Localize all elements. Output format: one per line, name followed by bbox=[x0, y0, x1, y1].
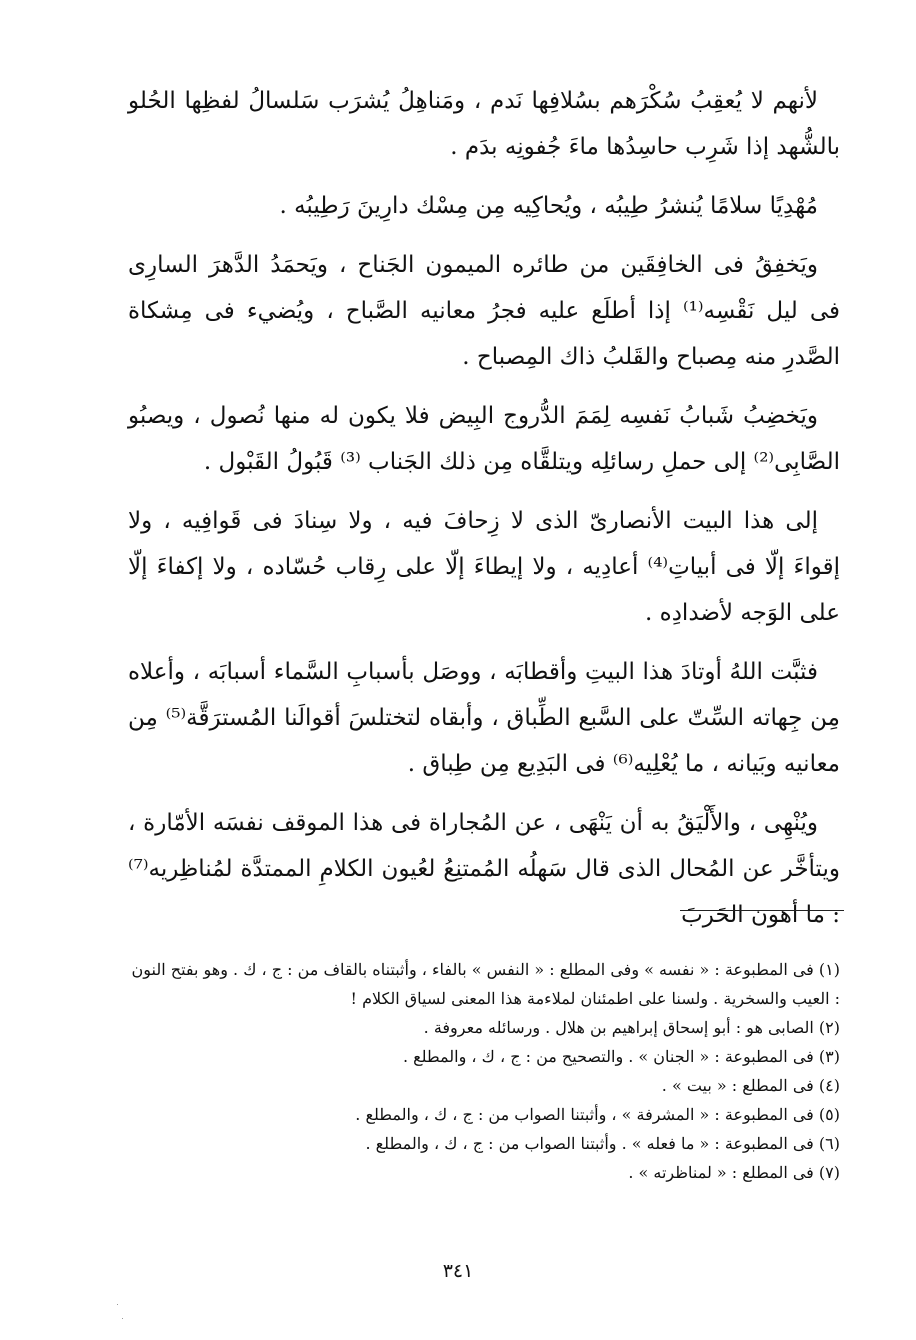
footnotes bbox=[128, 955, 840, 1187]
paragraph: لأنهم لا يُعقِبُ سُكْرَهم بسُلافِها نَدم ، ومَناهِلُ يُشرَب سَلسالُ لفظِها الحُلو بالشُّهد إذا شَرِب حاسِدُها ماءَ جُفونِه بدَم . bbox=[128, 88, 840, 160]
footnote: (٦) فى المطبوعة : « ما فعله » . وأثبتنا الصواب من : ج ، ك ، والمطلع . bbox=[365, 1134, 840, 1153]
footnote: (٤) فى المطلع : « بيت » . bbox=[661, 1076, 840, 1095]
footnote: (٧) فى المطلع : « لمناظرته » . bbox=[628, 1163, 840, 1182]
paragraph: فثبَّت اللهُ أوتادَ هذا البيتِ وأقطابَه ، ووصَل بأسبابِ السَّماء أسبابَه ، وأعلاه مِن جِهاته السِّتّ على السَّبع الطِّباق ، وأبقاه لتختلسَ أقوالَنا المُسترَقَّة⁽⁵⁾ مِن معانيه وبَيانه ، ما يُعْلِيه⁽⁶⁾ فى البَدِيع مِن طِباق . bbox=[128, 659, 840, 777]
scan-speck bbox=[122, 1318, 123, 1319]
paragraph: ويُنْهِى ، والأَلْيَقُ به أن يَنْهَى ، عن المُجاراة فى هذا الموقف نفسَه الأمّارة ، ويتأخَّر عن المُحال الذى قال سَهلُه المُمتنِعُ لعُيون الكلامِ الممتدَّة لمُناظِريه⁽⁷⁾ : ما أهون الحَربَ bbox=[128, 810, 840, 928]
paragraph: إلى هذا البيت الأنصارىّ الذى لا زِحافَ فيه ، ولا سِنادَ فى قَوافِيه ، ولا إقواءَ إلّا فى أبياتِ⁽⁴⁾ أعادِيه ، ولا إيطاءَ إلّا على رِقاب حُسّاده ، ولا إكفاءَ إلّا على الوَجه لأضدادِه . bbox=[128, 508, 840, 626]
footnote: (٣) فى المطبوعة : « الجنان » . والتصحيح من : ج ، ك ، والمطلع . bbox=[402, 1047, 840, 1066]
page-number: ٣٤١ bbox=[442, 1260, 474, 1282]
main-text bbox=[128, 78, 840, 938]
footnote-separator bbox=[680, 910, 844, 911]
footnote: (٥) فى المطبوعة : « المشرفة » ، وأثبتنا الصواب من : ج ، ك ، والمطلع . bbox=[355, 1105, 840, 1124]
footnote: (٢) الصابى هو : أبو إسحاق إبراهيم بن هلال . ورسائله معروفة . bbox=[423, 1018, 840, 1037]
paragraph: مُهْدِيًا سلامًا يُنشرُ طِيبُه ، ويُحاكِيه مِن مِسْك دارِينَ رَطِيبُه . bbox=[279, 193, 818, 219]
footnote: (١) فى المطبوعة : « نفسه » وفى المطلع : « النفس » بالفاء ، وأثبتناه بالقاف من : ج ، ك . وهو بفتح النون : العيب والسخرية . ولسنا على اطمئنان لملاءمة هذا المعنى لسياق الكلام ! bbox=[131, 960, 840, 1008]
paragraph: ويَخضِبُ شَبابُ نَفسِه لِمَمَ الدُّروج البِيض فلا يكون له منها نُصول ، ويصبُو الصَّابِى⁽²⁾ إلى حملِ رسائلِه ويتلقَّاه مِن ذلك الجَناب ⁽³⁾ قَبُولُ القَبْول . bbox=[128, 403, 840, 475]
paragraph: ويَخفِقُ فى الخافِقَين من طائره الميمون الجَناح ، ويَحمَدُ الدَّهرَ السارِى فى ليل نَقْسِه⁽¹⁾ إذا أطلَع عليه فجرُ معانيه الصَّباح ، ويُضيء فى مِشكاة الصَّدرِ منه مِصباح والقَلبُ ذاك المِصباح . bbox=[128, 252, 840, 370]
scan-speck bbox=[117, 1304, 118, 1305]
